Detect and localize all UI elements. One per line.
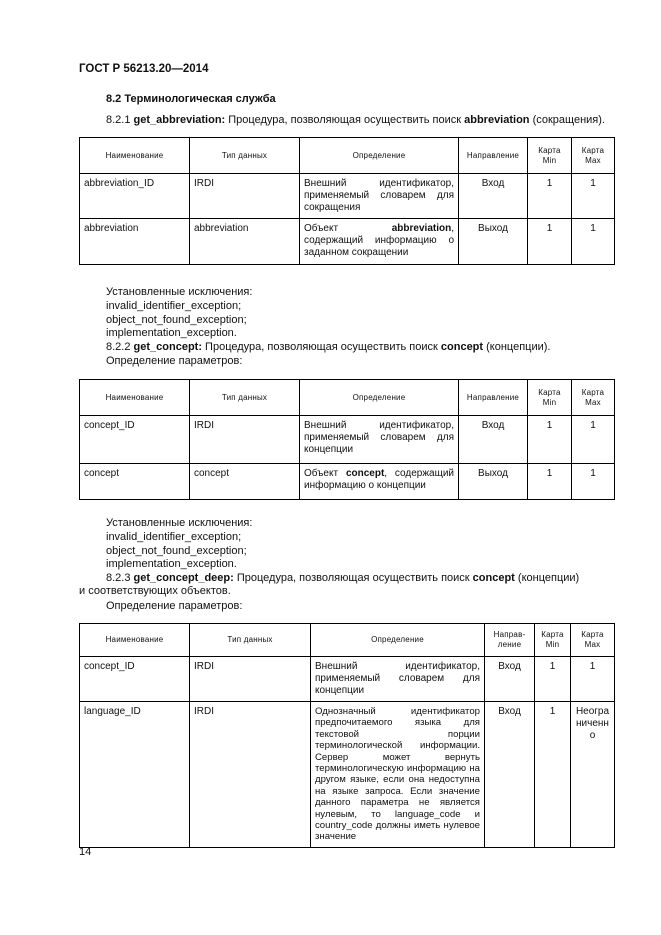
col-max-header: Карта Max	[572, 138, 615, 174]
table-concept-params: Наименование Тип данных Определение Направление Карта Min Карта Max concept_ID IRDI Внешний идентификатор, применяемый словарем для концепции Вход 1 1 concept concept Объект concept, содержащий информацию о концепции Выход 1 1	[79, 379, 615, 500]
col-type-header: Тип данных	[190, 138, 300, 174]
paragraph-8-2-3: 8.2.3 get_concept_deep: Процедура, позволяющая осуществить поиск concept (концепции) и соответствующих объектов.	[79, 572, 580, 597]
paragraph-8-2-1: 8.2.1 get_abbreviation: Процедура, позволяющая осуществить поиск abbreviation (сокращения).	[106, 114, 605, 126]
exception-item: object_not_found_exception;	[106, 314, 247, 326]
table-row: language_ID IRDI Однозначный идентификатор предпочитаемого языка для текстовой порции терминологической информации. Сервер может вернуть терминологическую информацию на другом языке, если она недоступна на языке запроса. Если значение данного параметра не является нулевым, то language_code и country_code должны иметь нулевое значение Вход 1 Неограниченно	[80, 702, 615, 848]
col-dir-header: Направление	[459, 138, 528, 174]
col-def-header: Определение	[300, 138, 459, 174]
section-title: 8.2 Терминологическая служба	[106, 93, 276, 105]
exception-item: invalid_identifier_exception;	[106, 531, 242, 543]
exception-item: implementation_exception.	[106, 558, 237, 570]
table-row: concept_ID IRDI Внешний идентификатор, применяемый словарем для концепции Вход 1 1	[80, 416, 615, 464]
table-row: concept concept Объект concept, содержащий информацию о концепции Выход 1 1	[80, 464, 615, 500]
col-min-header: Карта Min	[528, 138, 572, 174]
exceptions-title: Установленные исключения:	[106, 286, 253, 298]
table-row: abbreviation abbreviation Объект abbreviation, содержащий информацию о заданном сокращении Выход 1 1	[80, 219, 615, 265]
exception-item: object_not_found_exception;	[106, 545, 247, 557]
table-concept-deep-params: Наименование Тип данных Определение Направ-ление Карта Min Карта Max concept_ID IRDI Внешний идентификатор, применяемый словарем для концепции Вход 1 1 language_ID IRDI Однозначный идентификатор предпочитаемого языка для текстовой порции терминологической информации. Сервер может вернуть терминологическую информацию на другом языке, если она недоступна на языке запроса. Если значение данного параметра не является нулевым, то language_code и country_code должны иметь нулевое значение Вход 1 Неограниченно	[79, 623, 615, 848]
exception-item: implementation_exception.	[106, 327, 237, 339]
page-number: 14	[79, 846, 92, 858]
params-title: Определение параметров:	[106, 600, 243, 612]
table-row: abbreviation_ID IRDI Внешний идентификатор, применяемый словарем для сокращения Вход 1 1	[80, 174, 615, 219]
document-header: ГОСТ Р 56213.20—2014	[79, 63, 209, 75]
col-name-header: Наименование	[80, 138, 190, 174]
exceptions-title: Установленные исключения:	[106, 517, 253, 529]
paragraph-8-2-2: 8.2.2 get_concept: Процедура, позволяющая осуществить поиск concept (концепции).	[106, 341, 551, 353]
params-title: Определение параметров:	[106, 355, 243, 367]
exception-item: invalid_identifier_exception;	[106, 300, 242, 312]
table-row: concept_ID IRDI Внешний идентификатор, применяемый словарем для концепции Вход 1 1	[80, 657, 615, 702]
table-abbreviation-params	[79, 137, 615, 265]
